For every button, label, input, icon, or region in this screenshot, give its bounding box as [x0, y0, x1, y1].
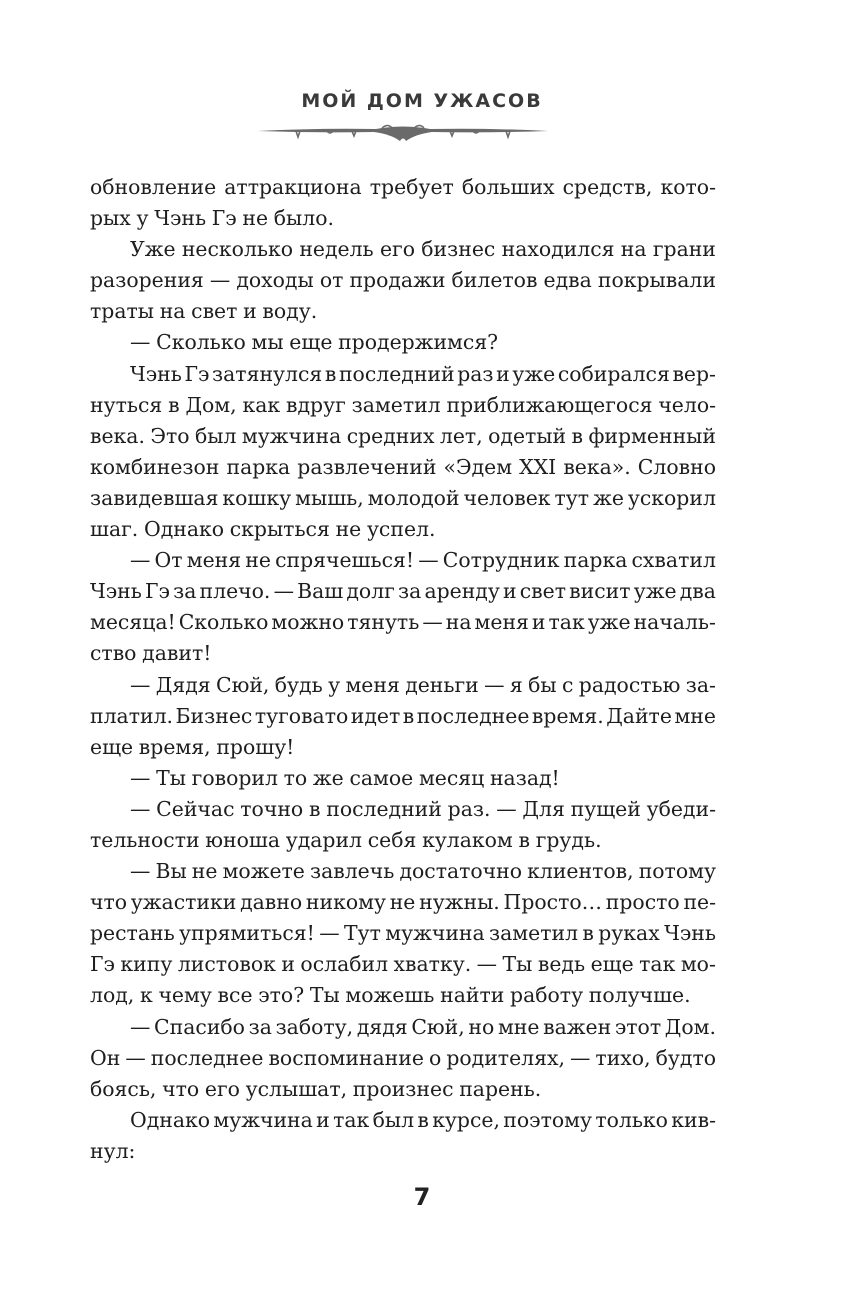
text-line: Уже несколько недель его бизнес находился на грани	[130, 237, 716, 262]
text-line: — Сколько мы еще продержимся?	[130, 330, 499, 355]
decorative-ornament	[256, 122, 550, 144]
text-line: лод, к чему все это? Ты можешь найти работу получше.	[90, 983, 691, 1008]
text-line: — Ты говорил то же самое месяц назад!	[130, 765, 560, 790]
text-line: траты на свет и воду.	[90, 299, 318, 324]
running-head-title: МОЙ ДОМ УЖАСОВ	[301, 90, 543, 112]
text-line: рестань упрямиться! — Тут мужчина заметил в руках Чэнь	[90, 921, 716, 946]
text-line: века. Это был мужчина средних лет, одетый в фирменный	[90, 423, 716, 448]
text-line: — Сейчас точно в последний раз. — Для пущей убеди-	[130, 796, 716, 821]
text-line: Чэнь Гэ затянулся в последний раз и уже собирался вер-	[130, 361, 716, 386]
text-line: обновление аттракциона требует больших средств, кото-	[90, 175, 716, 199]
text-line: месяца! Сколько можно тянуть — на меня и так уже началь-	[90, 610, 716, 635]
text-line: шаг. Однако скрыться не успел.	[90, 517, 436, 542]
text-line: — Спасибо за заботу, дядя Сюй, но мне важен этот Дом.	[130, 1014, 716, 1039]
text-line: что ужастики давно никому не нужны. Просто… просто пе-	[90, 890, 716, 915]
text-line: еще время, прошу!	[90, 734, 295, 759]
text-line: Чэнь Гэ за плечо. — Ваш долг за аренду и свет висит уже два	[90, 579, 716, 604]
text-line: разорения — доходы от продажи билетов едва покрывали	[90, 268, 716, 293]
text-line: — Дядя Сюй, будь у меня деньги — я бы с радостью за-	[130, 672, 716, 697]
text-line: комбинезон парка развлечений «Эдем XXI века». Словно	[90, 454, 716, 479]
text-line: Однако мужчина и так был в курсе, поэтому только кив-	[130, 1107, 716, 1132]
text-line: рых у Чэнь Гэ не было.	[90, 206, 334, 231]
text-line: Он — последнее воспоминание о родителях, — тихо, будто	[90, 1045, 716, 1070]
body-text	[90, 172, 716, 1167]
text-line: завидевшая кошку мышь, молодой человек тут же ускорил	[90, 485, 716, 510]
text-line: нул:	[90, 1138, 136, 1163]
text-line: боясь, что его услышат, произнес парень.	[90, 1076, 542, 1101]
text-line: Гэ кипу листовок и ослабил хватку. — Ты ведь еще так мо-	[90, 952, 716, 977]
text-line: ство давит!	[90, 641, 212, 666]
text-line: — Вы не можете завлечь достаточно клиентов, потому	[130, 859, 716, 884]
page-number: 7	[413, 1183, 431, 1211]
text-line: нуться в Дом, как вдруг заметил приближающегося чело-	[90, 392, 716, 417]
text-line: — От меня не спрячешься! — Сотрудник парка схватил	[130, 548, 716, 573]
text-line: платил. Бизнес туговато идет в последнее время. Дайте мне	[90, 703, 716, 728]
text-line: тельности юноша ударил себя кулаком в грудь.	[90, 827, 602, 852]
